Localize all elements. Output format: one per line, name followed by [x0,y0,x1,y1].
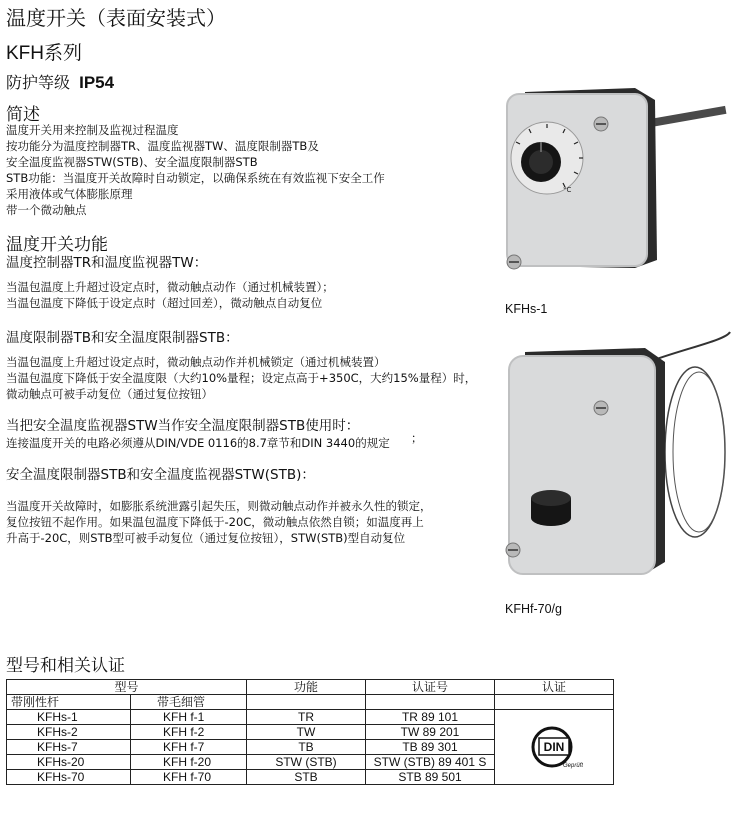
cell-capillary: KFH f-1 [131,710,247,725]
cell-function: STB [247,770,366,785]
cell-cert: STW (STB) 89 401 S [366,755,495,770]
din-certified-logo [525,723,583,771]
models-table [6,679,614,785]
cell-function: TB [247,740,366,755]
cell-function: TR [247,710,366,725]
cell-rigid: KFHs-2 [7,725,131,740]
cell-cert: TB 89 301 [366,740,495,755]
stw-as-stb-text: 连接温度开关的电路必须遵从DIN/VDE 0116的8.7章节和DIN 3440的规定 [6,436,390,450]
din-logo-subtext: Geprüft [562,763,583,769]
cell-rigid: KFHs-1 [7,710,131,725]
subheader-rigid: 带刚性杆 [7,695,131,710]
header-model: 型号 [7,680,247,695]
stw-as-stb-semicolon: ； [411,431,423,445]
tb-stb-line: 微动触点可被手动复位（通过复位按钮） [6,387,213,401]
models-heading: 型号和相关认证 [6,656,125,676]
cell-rigid: KFHs-70 [7,770,131,785]
stb-stw-line: 升高于-20C，则STB型可被手动复位（通过复位按钮），STW(STB)型自动复位 [6,531,406,545]
overview-line: 带一个微动触点 [6,203,87,217]
cell-rigid: KFHs-20 [7,755,131,770]
header-function: 功能 [247,680,366,695]
stb-stw-line: 当温度开关故障时，如膨胀系统泄露引起失压，则微动触点动作并被永久性的锁定， [6,499,432,513]
stw-as-stb-heading: 当把安全温度监视器STW当作安全温度限制器STB使用时： [6,418,360,434]
subheader-capillary: 带毛细管 [131,695,247,710]
cell-function: STW (STB) [247,755,366,770]
stb-stw-line: 复位按钮不起作用。如果温包温度下降低于-20C，微动触点依然自锁；如温度再上 [6,515,424,529]
product-image-kfhf-70g [495,322,735,592]
tr-tw-line: 当温包温度下降低于设定点时（超过回差），微动触点自动复位 [6,296,323,310]
tr-tw-text [6,279,334,311]
overview-line: STB功能：当温度开关故障时自动锁定，以确保系统在有效监视下安全工作 [6,171,385,185]
product-image-kfhs-1 [495,80,735,280]
cell-capillary: KFH f-2 [131,725,247,740]
protection-value: IP54 [79,73,115,92]
din-logo-text: DIN [543,740,565,754]
page-title: 温度开关（表面安装式） [6,6,226,30]
overview-text [6,122,385,218]
tb-stb-line: 当温包温度上升超过设定点时，微动触点动作并机械锁定（通过机械装置） [6,355,386,369]
overview-line: 采用液体或气体膨胀原理 [6,187,133,201]
tb-stb-text [6,354,476,402]
cell-capillary: KFH f-7 [131,740,247,755]
overview-heading: 简述 [6,105,40,125]
cell-capillary: KFH f-70 [131,770,247,785]
header-approval: 认证 [495,680,614,695]
cell-cert: TW 89 201 [366,725,495,740]
protection-rating [6,70,114,93]
caption-kfhs-1: KFHs-1 [505,302,548,316]
dial-unit: °C [563,186,572,194]
tb-stb-line: 当温包温度下降低于安全温度限（大约10%量程；设定点高于+350C，大约15%量程）时， [6,371,477,385]
table-subheader-row [7,695,614,710]
cell-cert: TR 89 101 [366,710,495,725]
protection-label: 防护等级 [6,73,71,92]
series-name: KFH系列 [6,43,83,64]
overview-line: 温度开关用来控制及监视过程温度 [6,123,179,137]
cell-capillary: KFH f-20 [131,755,247,770]
din-approval-cell [495,710,614,785]
overview-line: 安全温度监视器STW(STB)、安全温度限制器STB [6,155,258,169]
table-row [7,710,614,725]
tb-stb-heading: 温度限制器TB和安全温度限制器STB： [6,330,239,346]
header-cert-no: 认证号 [366,680,495,695]
cell-cert: STB 89 501 [366,770,495,785]
tr-tw-line: 当温包温度上升超过设定点时，微动触点动作（通过机械装置）； [6,280,334,294]
overview-line: 按功能分为温度控制器TR、温度监视器TW、温度限制器TB及 [6,139,319,153]
cell-function: TW [247,725,366,740]
table-header-row [7,680,614,695]
stb-stw-text [6,498,432,546]
cell-rigid: KFHs-7 [7,740,131,755]
functions-heading: 温度开关功能 [6,235,108,255]
tr-tw-heading: 温度控制器TR和温度监视器TW： [6,255,208,271]
stb-stw-heading: 安全温度限制器STB和安全温度监视器STW(STB)： [6,467,315,483]
caption-kfhf-70g: KFHf-70/g [505,602,562,616]
